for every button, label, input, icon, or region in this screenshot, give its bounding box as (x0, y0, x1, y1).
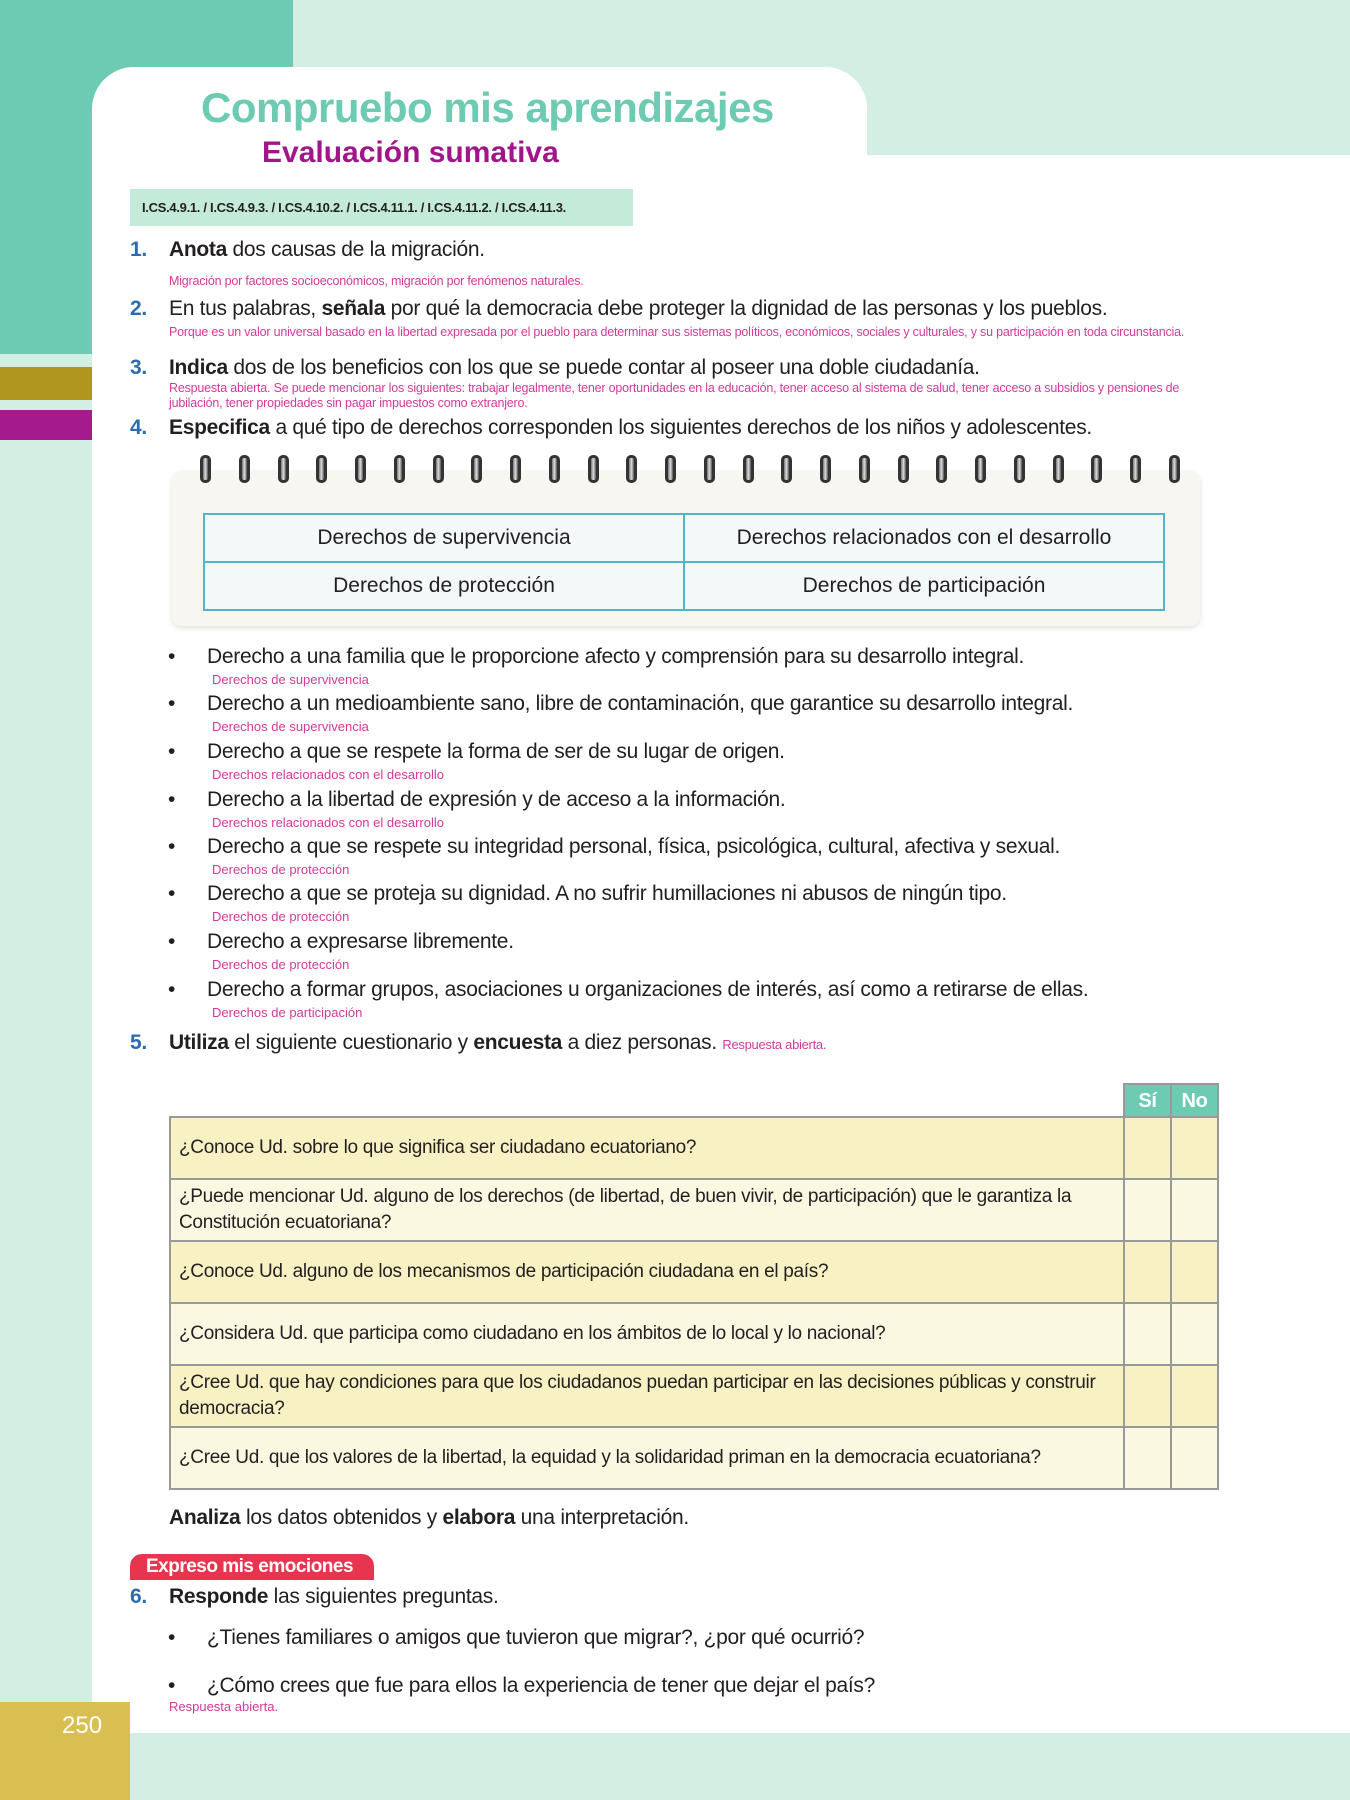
spiral-ring (743, 455, 754, 483)
no-checkbox[interactable] (1171, 1365, 1218, 1427)
survey-question: ¿Puede mencionar Ud. alguno de los derechos (de libertad, de buen vivir, de participación) que le garantiza la Constitución ecuatoriana? (170, 1179, 1124, 1241)
rights-cell: Derechos de participación (684, 562, 1164, 610)
no-checkbox[interactable] (1171, 1117, 1218, 1179)
bullet-text: Derecho a formar grupos, asociaciones u organizaciones de interés, así como a retirarse de ellas. (207, 978, 1089, 1001)
bullet-icon: • (168, 788, 176, 811)
instruction-verb: elabora (442, 1506, 516, 1529)
bullet-icon: • (168, 978, 176, 1001)
question-text: por qué la democracia debe proteger la dignidad de las personas y los pueblos. (385, 297, 1108, 320)
question-4 (130, 416, 1092, 440)
spiral-ring (433, 455, 444, 483)
question-number: 5. (130, 1031, 147, 1054)
question-text: las siguientes preguntas. (268, 1585, 499, 1608)
rights-cell: Derechos relacionados con el desarrollo (684, 514, 1164, 562)
question-1 (130, 238, 485, 262)
page-title: Compruebo mis aprendizajes (201, 84, 774, 131)
bullet-icon: • (168, 930, 176, 953)
rights-cell: Derechos de protección (204, 562, 684, 610)
question-verb: Especifica (169, 416, 270, 439)
bullet-text: ¿Cómo crees que fue para ellos la experiencia de tener que dejar el país? (207, 1674, 876, 1697)
bullet-text: Derecho a expresarse libremente. (207, 930, 514, 953)
spiral-ring (975, 455, 986, 483)
rights-bullet (168, 692, 1073, 716)
survey-question: ¿Cree Ud. que los valores de la libertad, la equidad y la solidaridad priman en la democracia ecuatoriana? (170, 1427, 1124, 1489)
question-text: dos causas de la migración. (227, 238, 485, 261)
bullet-answer: Derechos de supervivencia (212, 719, 369, 734)
spiral-ring (665, 455, 676, 483)
yes-header: Sí (1124, 1084, 1171, 1117)
spiral-ring (820, 455, 831, 483)
bullet-answer: Derechos de protección (212, 909, 350, 924)
bullet-text: Derecho a que se proteja su dignidad. A no sufrir humillaciones ni abusos de ningún tipo. (207, 882, 1007, 905)
spiral-ring (510, 455, 521, 483)
analyze-instruction (169, 1506, 689, 1530)
question-verb: Utiliza (169, 1031, 229, 1054)
instruction-verb: Analiza (169, 1506, 241, 1529)
spiral-ring (316, 455, 327, 483)
question-number: 4. (130, 416, 147, 439)
yes-checkbox[interactable] (1124, 1117, 1171, 1179)
bullet-icon: • (168, 692, 176, 715)
bullet-text: Derecho a una familia que le proporcione afecto y comprensión para su desarrollo integral. (207, 645, 1024, 668)
spiral-ring (200, 455, 211, 483)
no-checkbox[interactable] (1171, 1179, 1218, 1241)
answer-3: Respuesta abierta. Se puede mencionar los siguientes: trabajar legalmente, tener oportunidades en la educación, tener acceso al sistema de salud, tener acceso a subsidios y pensiones de jubilación, tener propiedades sin pagar impuestos como extranjero. (169, 381, 1180, 410)
bullet-text: ¿Tienes familiares o amigos que tuvieron que migrar?, ¿por qué ocurrió? (207, 1626, 865, 1649)
spiral-ring (471, 455, 482, 483)
question-5 (130, 1031, 826, 1055)
spiral-ring (704, 455, 715, 483)
survey-row (170, 1365, 1218, 1427)
spiral-ring (936, 455, 947, 483)
no-checkbox[interactable] (1171, 1303, 1218, 1365)
survey-row (170, 1427, 1218, 1489)
question-number: 1. (130, 238, 147, 261)
bullet-text: Derecho a un medioambiente sano, libre de contaminación, que garantice su desarrollo integral. (207, 692, 1074, 715)
bullet-icon: • (168, 1626, 176, 1649)
survey-row (170, 1117, 1218, 1179)
bullet-icon: • (168, 882, 176, 905)
spiral-ring (588, 455, 599, 483)
survey-row (170, 1179, 1218, 1241)
spiral-ring (278, 455, 289, 483)
rights-bullet (168, 788, 785, 812)
q6-bullet (168, 1674, 875, 1698)
bullet-icon: • (168, 645, 176, 668)
side-tab-olive (0, 367, 92, 400)
bullet-answer: Derechos de protección (212, 957, 350, 972)
bullet-icon: • (168, 835, 176, 858)
question-verb: Indica (169, 356, 228, 379)
instruction-text: una interpretación. (515, 1506, 689, 1529)
bullet-text: Derecho a que se respete la forma de ser de su lugar de origen. (207, 740, 785, 763)
spiral-ring (1130, 455, 1141, 483)
yes-checkbox[interactable] (1124, 1179, 1171, 1241)
bullet-answer: Derechos de supervivencia (212, 672, 369, 687)
no-checkbox[interactable] (1171, 1427, 1218, 1489)
spiral-ring (898, 455, 909, 483)
spiral-ring (394, 455, 405, 483)
bullet-text: Derecho a la libertad de expresión y de acceso a la información. (207, 788, 786, 811)
bullet-text: Derecho a que se respete su integridad personal, física, psicológica, cultural, afectiva y sexual. (207, 835, 1061, 858)
rights-bullet (168, 645, 1024, 669)
question-text: a diez personas. (562, 1031, 723, 1054)
survey-question: ¿Conoce Ud. alguno de los mecanismos de participación ciudadana en el país? (170, 1241, 1124, 1303)
rights-bullet (168, 930, 514, 954)
spiral-ring (1053, 455, 1064, 483)
section-badge: Expreso mis emociones (130, 1554, 374, 1580)
no-checkbox[interactable] (1171, 1241, 1218, 1303)
bullet-answer: Derechos de participación (212, 1005, 363, 1020)
indicator-codes: I.CS.4.9.1. / I.CS.4.9.3. / I.CS.4.10.2. / I.CS.4.11.1. / I.CS.4.11.2. / I.CS.4.11.3. (130, 189, 633, 226)
yes-checkbox[interactable] (1124, 1427, 1171, 1489)
rights-bullet (168, 740, 785, 764)
spiral-ring (355, 455, 366, 483)
question-2 (130, 297, 1107, 321)
rights-cell: Derechos de supervivencia (204, 514, 684, 562)
survey-question: ¿Conoce Ud. sobre lo que significa ser ciudadano ecuatoriano? (170, 1117, 1124, 1179)
bullet-answer: Derechos relacionados con el desarrollo (212, 767, 444, 782)
question-verb: Anota (169, 238, 227, 261)
spiral-ring (1169, 455, 1180, 483)
survey-question: ¿Considera Ud. que participa como ciudadano en los ámbitos de lo local y lo nacional? (170, 1303, 1124, 1365)
rights-bullet (168, 882, 1007, 906)
spiral-ring (1091, 455, 1102, 483)
question-verb: encuesta (473, 1031, 563, 1054)
page-subtitle: Evaluación sumativa (262, 136, 559, 169)
bullet-icon: • (168, 1674, 176, 1697)
spiral-ring (239, 455, 250, 483)
question-text: En tus palabras, (169, 297, 322, 320)
survey-row (170, 1241, 1218, 1303)
yes-checkbox[interactable] (1124, 1241, 1171, 1303)
spiral-ring (859, 455, 870, 483)
no-header: No (1171, 1084, 1218, 1117)
rights-categories-table (203, 513, 1165, 611)
question-text: dos de los beneficios con los que se puede contar al poseer una doble ciudadanía. (227, 356, 980, 379)
answer-6: Respuesta abierta. (169, 1699, 279, 1714)
page-number: 250 (62, 1712, 103, 1739)
question-number: 6. (130, 1585, 147, 1608)
answer-1: Migración por factores socioeconómicos, migración por fenómenos naturales. (169, 274, 584, 288)
question-number: 2. (130, 297, 147, 320)
answer-2: Porque es un valor universal basado en la libertad expresada por el pueblo para determinar sus sistemas políticos, económicos, sociales y culturales, y su participación en toda circunstancia. (169, 325, 1185, 339)
q6-bullet (168, 1626, 864, 1650)
spiral-ring (549, 455, 560, 483)
question-3 (130, 356, 980, 380)
bullet-icon: • (168, 740, 176, 763)
spiral-ring (781, 455, 792, 483)
survey-table (169, 1083, 1219, 1490)
spiral-ring (626, 455, 637, 483)
yes-checkbox[interactable] (1124, 1365, 1171, 1427)
spiral-binding (200, 455, 1180, 485)
survey-row (170, 1303, 1218, 1365)
spiral-ring (1014, 455, 1025, 483)
question-verb: señala (321, 297, 386, 320)
side-tab-magenta (0, 410, 92, 440)
survey-question: ¿Cree Ud. que hay condiciones para que los ciudadanos puedan participar en las decisiones públicas y construir democracia? (170, 1365, 1124, 1427)
question-number: 3. (130, 356, 147, 379)
bullet-answer: Derechos relacionados con el desarrollo (212, 815, 444, 830)
rights-bullet (168, 835, 1060, 859)
rights-bullet (168, 978, 1088, 1002)
answer-5: Respuesta abierta. (722, 1037, 827, 1052)
question-6 (130, 1585, 498, 1609)
question-verb: Responde (169, 1585, 269, 1608)
question-text: a qué tipo de derechos corresponden los siguientes derechos de los niños y adolescentes. (269, 416, 1092, 439)
bullet-answer: Derechos de protección (212, 862, 350, 877)
instruction-text: los datos obtenidos y (240, 1506, 443, 1529)
yes-checkbox[interactable] (1124, 1303, 1171, 1365)
question-text: el siguiente cuestionario y (228, 1031, 474, 1054)
